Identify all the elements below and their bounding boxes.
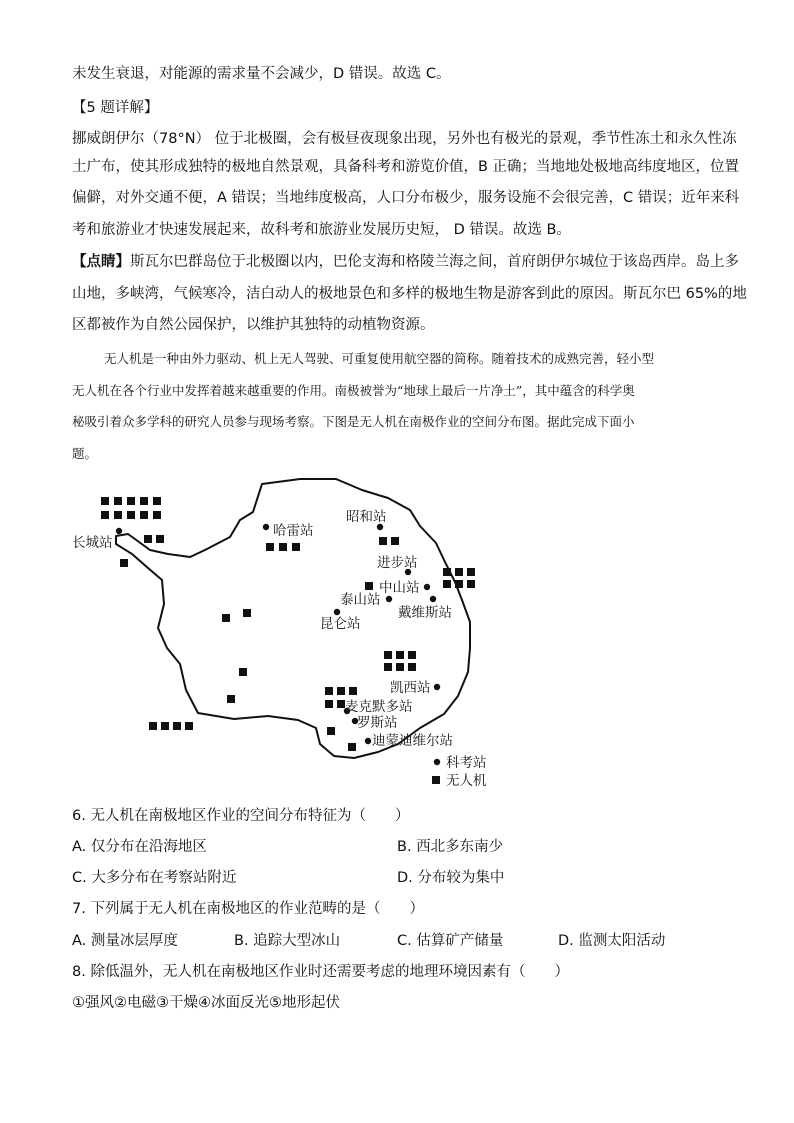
- q6-stem: 6. 无人机在南极地区作业的空间分布特征为（ ）: [72, 808, 410, 824]
- drone-marker: [101, 511, 109, 519]
- station-label-dumont: 迪蒙迪维尔站: [372, 733, 453, 749]
- drone-marker: [156, 535, 164, 543]
- q5-line-4: 考和旅游业才快速发展起来，故科考和旅游业发展历史短， D 错误。故选 B。: [72, 222, 571, 238]
- drone-marker: [120, 559, 128, 567]
- drone-marker: [153, 497, 161, 505]
- legend-station-label: 科考站: [446, 755, 487, 771]
- drone-marker: [266, 543, 274, 551]
- drone-marker: [161, 722, 169, 730]
- drone-marker: [365, 582, 373, 590]
- drone-marker: [467, 568, 475, 576]
- q8-stem: 8. 除低温外，无人机在南极地区作业时还需要考虑的地理环境因素有（ ）: [72, 964, 569, 980]
- station-dot-taishan: [386, 596, 392, 602]
- drone-marker: [153, 511, 161, 519]
- station-label-kunlun: 昆仑站: [320, 616, 361, 632]
- drone-marker: [114, 511, 122, 519]
- dianjing-line-1: [72, 252, 739, 272]
- drone-marker: [127, 497, 135, 505]
- q7-stem: 7. 下列属于无人机在南极地区的作业范畴的是（ ）: [72, 901, 424, 917]
- q5-line-3: 偏僻，对外交通不便，A 错误；当地纬度极高，人口分布极少，服务设施不会很完善，C 错误；近年来科: [72, 190, 740, 206]
- drone-marker: [349, 687, 357, 695]
- material-line-1: 无人机是一种由外力驱动、机上无人驾驶、可重复使用航空器的简称。随着技术的成熟完善，轻小型: [104, 351, 655, 366]
- drone-marker: [379, 537, 387, 545]
- q5-heading: 【5 题详解】: [72, 100, 159, 116]
- dianjing-text-1: 斯瓦尔巴群岛位于北极圈以内，巴伦支海和格陵兰海之间，首府朗伊尔城位于该岛西岸。岛上多: [130, 254, 739, 270]
- station-label-zhongshan: 中山站: [379, 580, 420, 596]
- drone-marker: [443, 568, 451, 576]
- drone-marker: [455, 568, 463, 576]
- q6-option-a[interactable]: A. 仅分布在沿海地区: [72, 839, 207, 855]
- q6-option-b[interactable]: B. 西北多东南少: [397, 839, 504, 855]
- legend-drone-icon: [432, 776, 440, 784]
- drone-marker: [292, 543, 300, 551]
- drone-marker: [455, 580, 463, 588]
- station-dot-davis: [430, 596, 436, 602]
- material-line-4: 题。: [72, 446, 98, 461]
- drone-marker: [114, 497, 122, 505]
- drone-marker: [140, 497, 148, 505]
- drone-marker: [337, 687, 345, 695]
- drone-marker: [325, 700, 333, 708]
- q7-option-d[interactable]: D. 监测太阳活动: [558, 933, 666, 949]
- station-dot-changcheng: [116, 528, 122, 534]
- drone-marker: [384, 663, 392, 671]
- station-dot-casey: [434, 684, 440, 690]
- drone-marker: [327, 727, 335, 735]
- station-label-ross: 罗斯站: [357, 715, 398, 731]
- station-dot-dumont: [365, 738, 371, 744]
- q6-option-c[interactable]: C. 大多分布在考察站附近: [72, 870, 237, 886]
- drone-marker: [408, 651, 416, 659]
- drone-marker: [391, 537, 399, 545]
- material-line-3: 秘吸引着众多学科的研究人员参与现场考察。下图是无人机在南极作业的空间分布图。据此完成下面小: [72, 414, 635, 429]
- drone-marker: [140, 511, 148, 519]
- dianjing-label: 【点睛】: [72, 254, 130, 270]
- drone-marker: [227, 695, 235, 703]
- drone-marker: [396, 663, 404, 671]
- drone-marker: [279, 543, 287, 551]
- drone-marker: [101, 497, 109, 505]
- station-label-halley: 哈雷站: [273, 523, 314, 539]
- drone-marker: [243, 609, 251, 617]
- q7-option-a[interactable]: A. 测量冰层厚度: [72, 933, 178, 949]
- drone-marker: [222, 614, 230, 622]
- station-dot-zhongshan: [424, 584, 430, 590]
- map-legend: [432, 754, 487, 789]
- q5-line-1: 挪威朗伊尔（78°N） 位于北极圈，会有极昼夜现象出现，另外也有极光的景观，季节性冻土和永久性冻: [72, 131, 737, 147]
- station-dot-halley: [263, 524, 269, 530]
- dianjing-line-2: 山地，多峡湾，气候寒冷，洁白动人的极地景色和多样的极地生物是游客到此的原因。斯瓦尔巴 65%的地: [72, 286, 747, 302]
- antarctica-drone-map: [0, 470, 794, 800]
- station-dot-kunlun: [334, 609, 340, 615]
- drone-marker: [127, 511, 135, 519]
- drone-marker: [348, 743, 356, 751]
- prev-answer-end: 未发生衰退，对能源的需求量不会减少，D 错误。故选 C。: [72, 66, 451, 82]
- drone-marker: [149, 722, 157, 730]
- material-line-2: 无人机在各个行业中发挥着越来越重要的作用。南极被誉为“地球上最后一片净土”，其中蕴含的科学奥: [72, 383, 635, 398]
- drone-marker: [408, 663, 416, 671]
- drone-marker: [337, 700, 345, 708]
- dianjing-line-3: 区都被作为自然公园保护，以维护其独特的动植物资源。: [72, 317, 435, 333]
- legend-drone-label: 无人机: [446, 773, 487, 789]
- q7-option-c[interactable]: C. 估算矿产储量: [397, 933, 504, 949]
- station-label-changcheng: 长城站: [72, 535, 113, 551]
- drone-marker: [467, 580, 475, 588]
- q8-factors: ①强风②电磁③干燥④冰面反光⑤地形起伏: [72, 995, 340, 1011]
- drone-marker: [144, 535, 152, 543]
- q7-option-b[interactable]: B. 追踪大型冰山: [234, 933, 341, 949]
- drone-marker: [185, 722, 193, 730]
- station-label-davis: 戴维斯站: [398, 605, 452, 621]
- station-label-syowa: 昭和站: [346, 509, 387, 525]
- station-label-taishan: 泰山站: [340, 592, 381, 608]
- drone-marker: [396, 651, 404, 659]
- drone-marker: [443, 580, 451, 588]
- drone-marker: [384, 651, 392, 659]
- drone-marker: [239, 668, 247, 676]
- drone-marker: [173, 722, 181, 730]
- station-label-mcmurdo: 麦克默多站: [345, 699, 413, 715]
- station-label-casey: 凯西站: [390, 680, 431, 696]
- drone-marker: [325, 687, 333, 695]
- q6-option-d[interactable]: D. 分布较为集中: [397, 870, 505, 886]
- legend-station-icon: [434, 759, 440, 765]
- q5-line-2: 土广布，使其形成独特的极地自然景观，具备科考和游览价值，B 正确；当地地处极地高纬度地区，位置: [72, 159, 740, 175]
- station-label-progress: 进步站: [377, 555, 418, 571]
